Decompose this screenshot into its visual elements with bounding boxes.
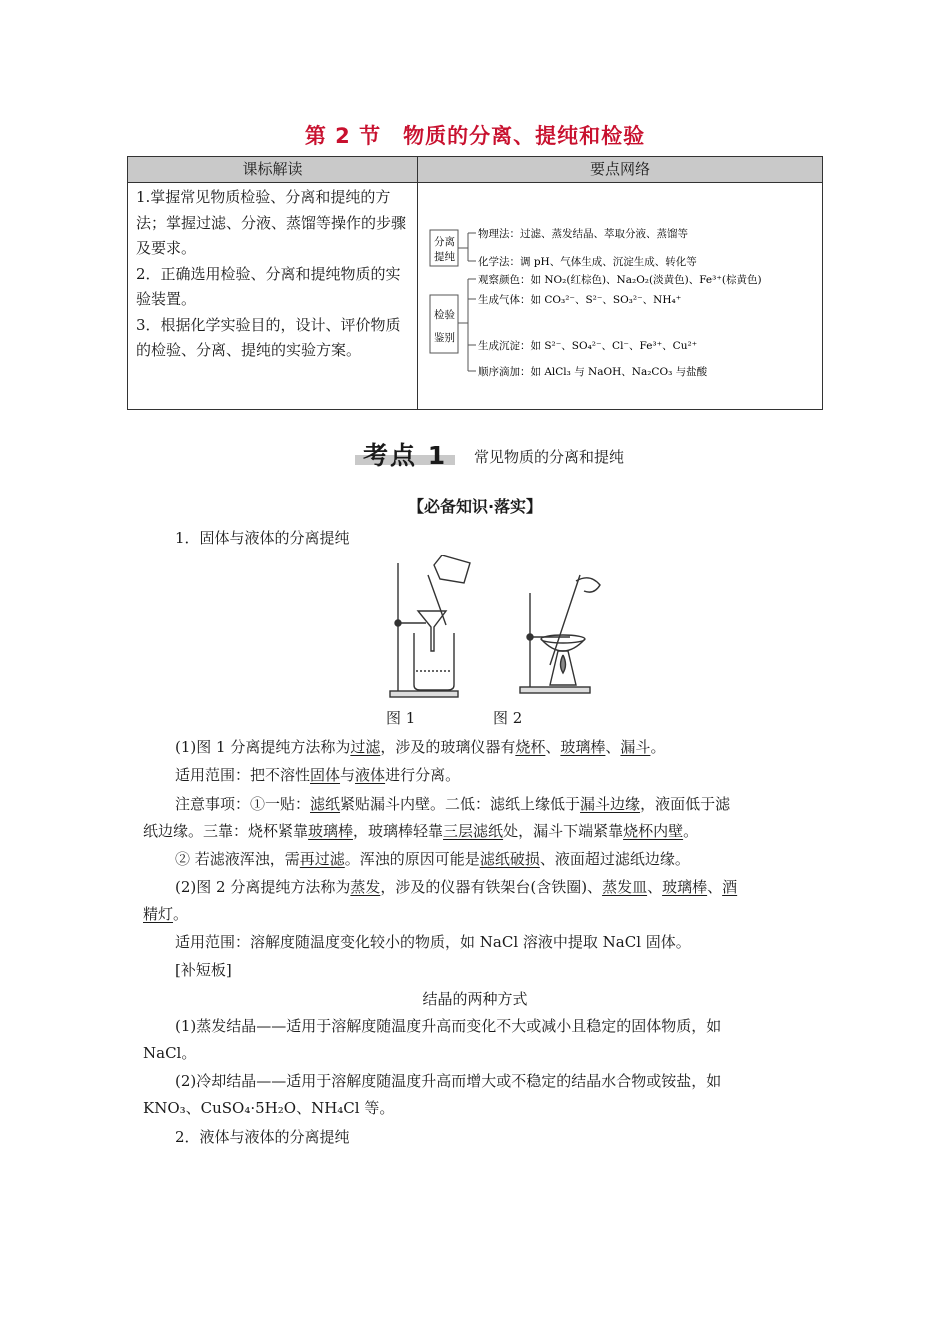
b2-item-1: 观察颜色：如 NO₂(红棕色)、Na₂O₂(淡黄色)、Fe³⁺(棕黄色)	[478, 274, 762, 286]
p4-c: 处，漏斗下端紧靠	[503, 822, 624, 840]
answer-glass-rod: 玻璃棒	[560, 738, 606, 756]
answer-liquid: 液体	[355, 766, 386, 784]
p5-b: 。浑浊的原因可能是	[344, 850, 480, 868]
paragraph-7	[143, 904, 188, 924]
answer-alcohol-b: 精灯	[143, 905, 174, 923]
p6-c: 、	[647, 878, 663, 896]
paragraph-3	[175, 794, 730, 814]
answer-evaporating-dish: 蒸发皿	[602, 878, 648, 896]
b2-item-3: 生成沉淀：如 S²⁻、SO₄²⁻、Cl⁻、Fe³⁺、Cu²⁺	[478, 340, 698, 352]
b1-item-1: 物理法：过滤、蒸发结晶、萃取分液、蒸馏等	[478, 228, 688, 240]
paragraph-2	[175, 765, 460, 785]
p4-d: 。	[683, 822, 699, 840]
p2-c: 进行分离。	[385, 766, 461, 784]
answer-beaker: 烧杯	[515, 738, 546, 756]
p1-d: 、	[605, 738, 621, 756]
answer-beaker-wall: 烧杯内壁	[623, 822, 684, 840]
box1-text-a: 分离	[434, 236, 455, 248]
apparatus-figures	[380, 555, 610, 700]
p3-a: 注意事项：①一贴：	[175, 795, 311, 813]
answer-glass-rod-3: 玻璃棒	[662, 878, 708, 896]
req-item-3: 3．根据化学实验目的，设计、评价物质的检验、分离、提纯的实验方案。	[136, 315, 401, 359]
paragraph-9: [补短板]	[175, 961, 232, 979]
box1-text-b: 提纯	[434, 251, 455, 263]
paragraph-8: 适用范围：溶解度随温度变化较小的物质，如 NaCl 溶液中提取 NaCl 固体。	[175, 933, 691, 951]
answer-filter-paper: 滤纸	[310, 795, 341, 813]
page-title: 第 2 节 物质的分离、提纯和检验	[304, 124, 646, 148]
answer-three-layers: 三层滤纸	[443, 822, 504, 840]
answer-paper-broken: 滤纸破损	[479, 850, 540, 868]
col2-header: 要点网络	[418, 157, 823, 183]
b1-item-2: 化学法：调 pH、气体生成、沉淀生成、转化等	[478, 256, 697, 268]
network-diagram	[418, 183, 826, 405]
p5-c: 、液面超过滤纸边缘。	[539, 850, 690, 868]
box2-text-b: 鉴别	[434, 332, 455, 344]
paragraph-6	[175, 877, 737, 897]
p6-d: 、	[707, 878, 723, 896]
answer-filtration: 过滤	[350, 738, 381, 756]
p1-c: 、	[545, 738, 561, 756]
subsection-1: 1．固体与液体的分离提纯	[175, 529, 350, 547]
answer-evaporation: 蒸发	[350, 878, 381, 896]
paragraph-10: 结晶的两种方式	[422, 990, 528, 1008]
p6-b: ，涉及的仪器有铁架台(含铁圈)、	[380, 878, 603, 896]
p7-a: 。	[173, 905, 189, 923]
col1-header: 课标解读	[128, 157, 418, 183]
req-item-1: 1.掌握常见物质检验、分离和提纯的方法；掌握过滤、分液、蒸馏等操作的步骤及要求。	[136, 188, 407, 257]
requirements-table	[127, 156, 823, 410]
answer-alcohol-a: 酒	[722, 878, 738, 896]
p1-b: ，涉及的玻璃仪器有	[380, 738, 516, 756]
paragraph-4	[143, 821, 698, 841]
kaodian-title: 常见物质的分离和提纯	[474, 448, 625, 466]
req-item-2: 2．正确选用检验、分离和提纯物质的实验装置。	[136, 264, 401, 308]
p6-a: (2)图 2 分离提纯方法称为	[175, 878, 351, 896]
answer-refilter: 再过滤	[299, 850, 345, 868]
fig-label-1: 图 1	[386, 709, 416, 727]
b2-item-4: 顺序滴加：如 AlCl₃ 与 NaOH、Na₂CO₃ 与盐酸	[478, 366, 708, 378]
answer-glass-rod-2: 玻璃棒	[308, 822, 354, 840]
b2-item-2: 生成气体：如 CO₃²⁻、S²⁻、SO₃²⁻、NH₄⁺	[478, 294, 682, 306]
p4-b: ，玻璃棒轻靠	[353, 822, 444, 840]
paragraph-12: NaCl。	[143, 1044, 197, 1062]
p1-e: 。	[650, 738, 666, 756]
p3-c: ，液面低于滤	[640, 795, 731, 813]
p5-a: ② 若滤液浑浊，需	[175, 850, 300, 868]
paragraph-14: KNO₃、CuSO₄·5H₂O、NH₄Cl 等。	[143, 1099, 395, 1117]
paragraph-5	[175, 849, 690, 869]
p1-a: (1)图 1 分离提纯方法称为	[175, 738, 351, 756]
paragraph-1	[175, 737, 665, 757]
p2-b: 与	[340, 766, 356, 784]
p3-b: 紧贴漏斗内壁。二低：滤纸上缘低于	[340, 795, 581, 813]
paragraph-11: (1)蒸发结晶——适用于溶解度随温度升高而变化不大或减小且稳定的固体物质，如	[175, 1017, 722, 1035]
paragraph-13: (2)冷却结晶——适用于溶解度随温度升高而增大或不稳定的结晶水合物或铵盐，如	[175, 1072, 722, 1090]
kaodian-label: 考点 1	[363, 441, 448, 470]
network-cell	[418, 183, 823, 410]
box2-text-a: 检验	[434, 309, 455, 321]
answer-funnel: 漏斗	[620, 738, 651, 756]
p2-a: 适用范围：把不溶性	[175, 766, 311, 784]
answer-funnel-edge: 漏斗边缘	[580, 795, 641, 813]
fig-label-2: 图 2	[493, 709, 523, 727]
p4-a: 纸边缘。三靠：烧杯紧靠	[143, 822, 309, 840]
subsection-2: 2．液体与液体的分离提纯	[175, 1128, 350, 1146]
answer-solid: 固体	[310, 766, 341, 784]
section-heading: 【必备知识·落实】	[407, 497, 543, 516]
